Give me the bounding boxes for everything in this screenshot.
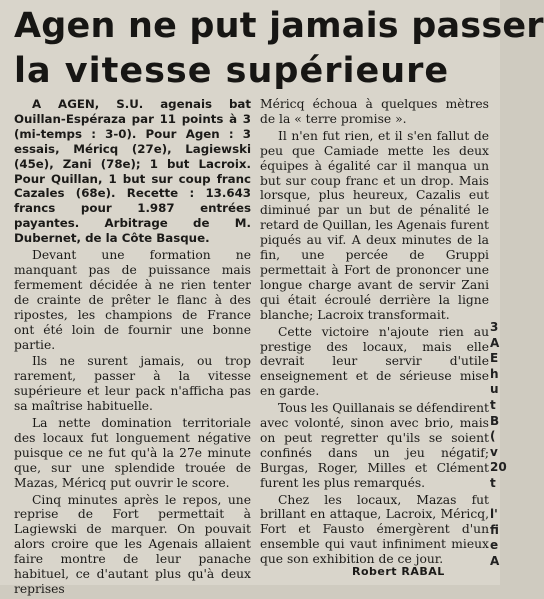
headline-line-2: la vitesse supérieure <box>14 51 450 91</box>
edge-fragment: t <box>490 475 496 490</box>
headline-line-1: Agen ne put jamais passer <box>14 6 544 46</box>
edge-fragment: E <box>490 351 499 366</box>
article-paragraph: Cette victoire n'ajoute rien au prestige des locaux, mais elle devrait leur servir d'utile enseignement et de sérieuse mise en garde. <box>260 324 489 399</box>
article-column-right <box>260 97 489 569</box>
edge-fragment: v <box>490 444 498 459</box>
article-column-left <box>14 97 251 599</box>
edge-fragment: B <box>490 413 500 428</box>
byline: Robert RABAL <box>352 565 445 578</box>
article-paragraph: Ils ne surent jamais, ou trop rarement, passer à la vitesse supérieure et leur pack n'afficha pas sa maîtrise habituelle. <box>14 354 251 414</box>
edge-fragment: l' <box>490 507 498 522</box>
edge-fragment: fi <box>490 522 499 537</box>
edge-fragment: ( <box>490 429 496 444</box>
edge-fragment: 20 <box>490 460 507 475</box>
edge-fragment: u <box>490 382 499 397</box>
article-paragraph: Tous les Quillanais se défendirent avec volonté, sinon avec brio, mais on peut regretter qu'ils se soient confinés dans un jeu négatif; Burgas, Roger, Milles et Clément furent les plus remarqués. <box>260 401 489 490</box>
edge-fragment: A <box>490 335 500 350</box>
edge-fragment: 3 <box>490 320 499 334</box>
headline <box>14 4 544 94</box>
article-paragraph: Méricq échoua à quelques mètres de la « terre promise ». <box>260 97 489 126</box>
adjacent-column-fragment <box>490 320 507 570</box>
article-paragraph: Il n'en fut rien, et il s'en fallut de peu que Camiade mette les deux équipes à égalité car il manqua un but sur coup franc et un drop. Mais lorsque, plus heureux, Cazalis eut diminué par un but de pénalité le retard de Quillan, les Agenais furent piqués au vif. A deux minutes de la fin, une percée de Gruppi permettait à Fort de prononcer une longue charge avant de servir Zani qui était écroulé derrière la ligne blanche; Lacroix transformait. <box>260 128 489 322</box>
edge-fragment <box>490 492 502 508</box>
edge-fragment: t <box>490 397 496 412</box>
article-paragraph: Devant une formation ne manquant pas de puissance mais fermement décidée à ne rien tenter de crainte de prêter le flanc à des ripostes, les champions de France ont été loin de fournir une bonne partie. <box>14 248 251 352</box>
article-paragraph: Cinq minutes après le repos, une reprise de Fort permettait à Lagiewski de marquer. On pouvait alors croire que les Agenais allaient faire montre de leur panache habituel, ce d'autant plus qu'à deux reprises <box>14 492 251 596</box>
article-paragraph: Chez les locaux, Mazas fut brillant en attaque, Lacroix, Méricq, Fort et Fausto émergèrent d'un ensemble qui vaut infiniment mieux que son exhibition de ce jour. <box>260 492 489 567</box>
edge-fragment: e <box>490 538 499 553</box>
article-lead: A AGEN, S.U. agenais bat Ouillan-Espéraza par 11 points à 3 (mi-temps : 3-0). Pour Agen : 3 essais, Méricq (27e), Lagiewski (45e), Zani (78e); 1 but Lacroix. Pour Quillan, 1 but sur coup franc Cazales (68e). Recette : 13.643 francs pour 1.987 entrées payantes. Arbitrage de M. Dubernet, de la Côte Basque. <box>14 97 251 246</box>
edge-fragment: A <box>490 553 500 568</box>
edge-fragment: h <box>490 366 499 381</box>
article-paragraph: La nette domination territoriale des locaux fut longuement négative puisque ce ne fut qu'à la 27e minute que, sur une splendide trouée de Mazas, Méricq put ouvrir le score. <box>14 416 251 490</box>
